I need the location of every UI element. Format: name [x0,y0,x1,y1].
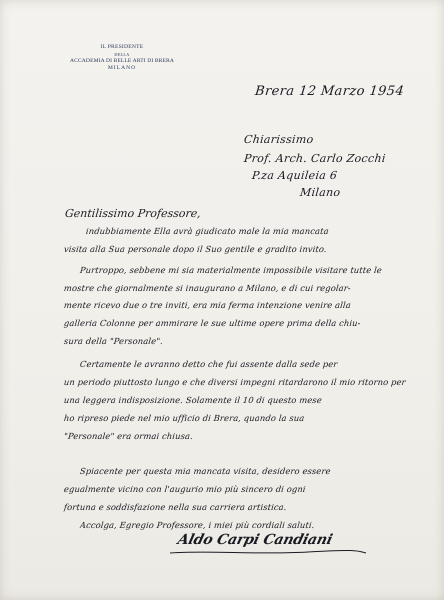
recipient-greeting: Chiarissimo [243,133,315,146]
body-line: "Personale" era ormai chiusa. [63,431,194,441]
body-line: un periodo piuttosto lungo e che diversi impegni ritardarono il mio ritorno per [63,377,407,387]
signature: Aldo Carpi Candiani [176,532,335,548]
letterhead-della: DELLA [114,51,130,57]
body-line: Spiacente per questa mia mancata visita, desidero essere [79,466,332,476]
body-line: Certamente le avranno detto che fui assente dalla sede per [79,359,338,369]
body-line: una leggera indisposizione. Solamente il 10 di questo mese [63,395,323,405]
body-line: galleria Colonne per ammirare le sue ultime opere prima della chiu- [63,318,362,328]
salutation: Gentilissimo Professore, [64,207,202,220]
letterhead [52,44,192,72]
letterhead-title: IL PRESIDENTE [100,44,144,50]
body-line: mostre che giornalmente si inaugurano a Milano, e di cui regolar- [63,283,352,293]
body-line: Accolga, Egregio Professore, i miei più cordiali saluti. [79,520,316,530]
body-line: egualmente vicino con l'augurio mio più sincero di ogni [63,484,307,494]
recipient-city: Milano [299,186,342,199]
body-line: sura della "Personale". [63,336,164,346]
body-line: indubbiamente Ella avrà giudicato male la mia mancata [85,226,330,236]
letterhead-city: MILANO [107,65,137,72]
body-line: fortuna e soddisfazione nella sua carriera artistica. [63,502,288,512]
body-line: visita alla Sua personale dopo il Suo gentile e gradito invito. [63,244,328,254]
body-line: ho ripreso piede nel mio ufficio di Brera, quando la sua [63,413,305,423]
letterhead-institution: ACCADEMIA DI BELLE ARTI DI BRERA [69,57,174,64]
body-line: Purtroppo, sebbene mi sia materialmente impossibile visitare tutte le [79,265,383,275]
recipient-street: P.za Aquileia 6 [251,169,338,182]
recipient-name: Prof. Arch. Carlo Zocchi [243,152,387,165]
signature-flourish [168,548,368,556]
body-line: mente ricevo due o tre inviti, era mia ferma intenzione venire alla [63,300,352,310]
letter-date: Brera 12 Marzo 1954 [254,84,405,99]
